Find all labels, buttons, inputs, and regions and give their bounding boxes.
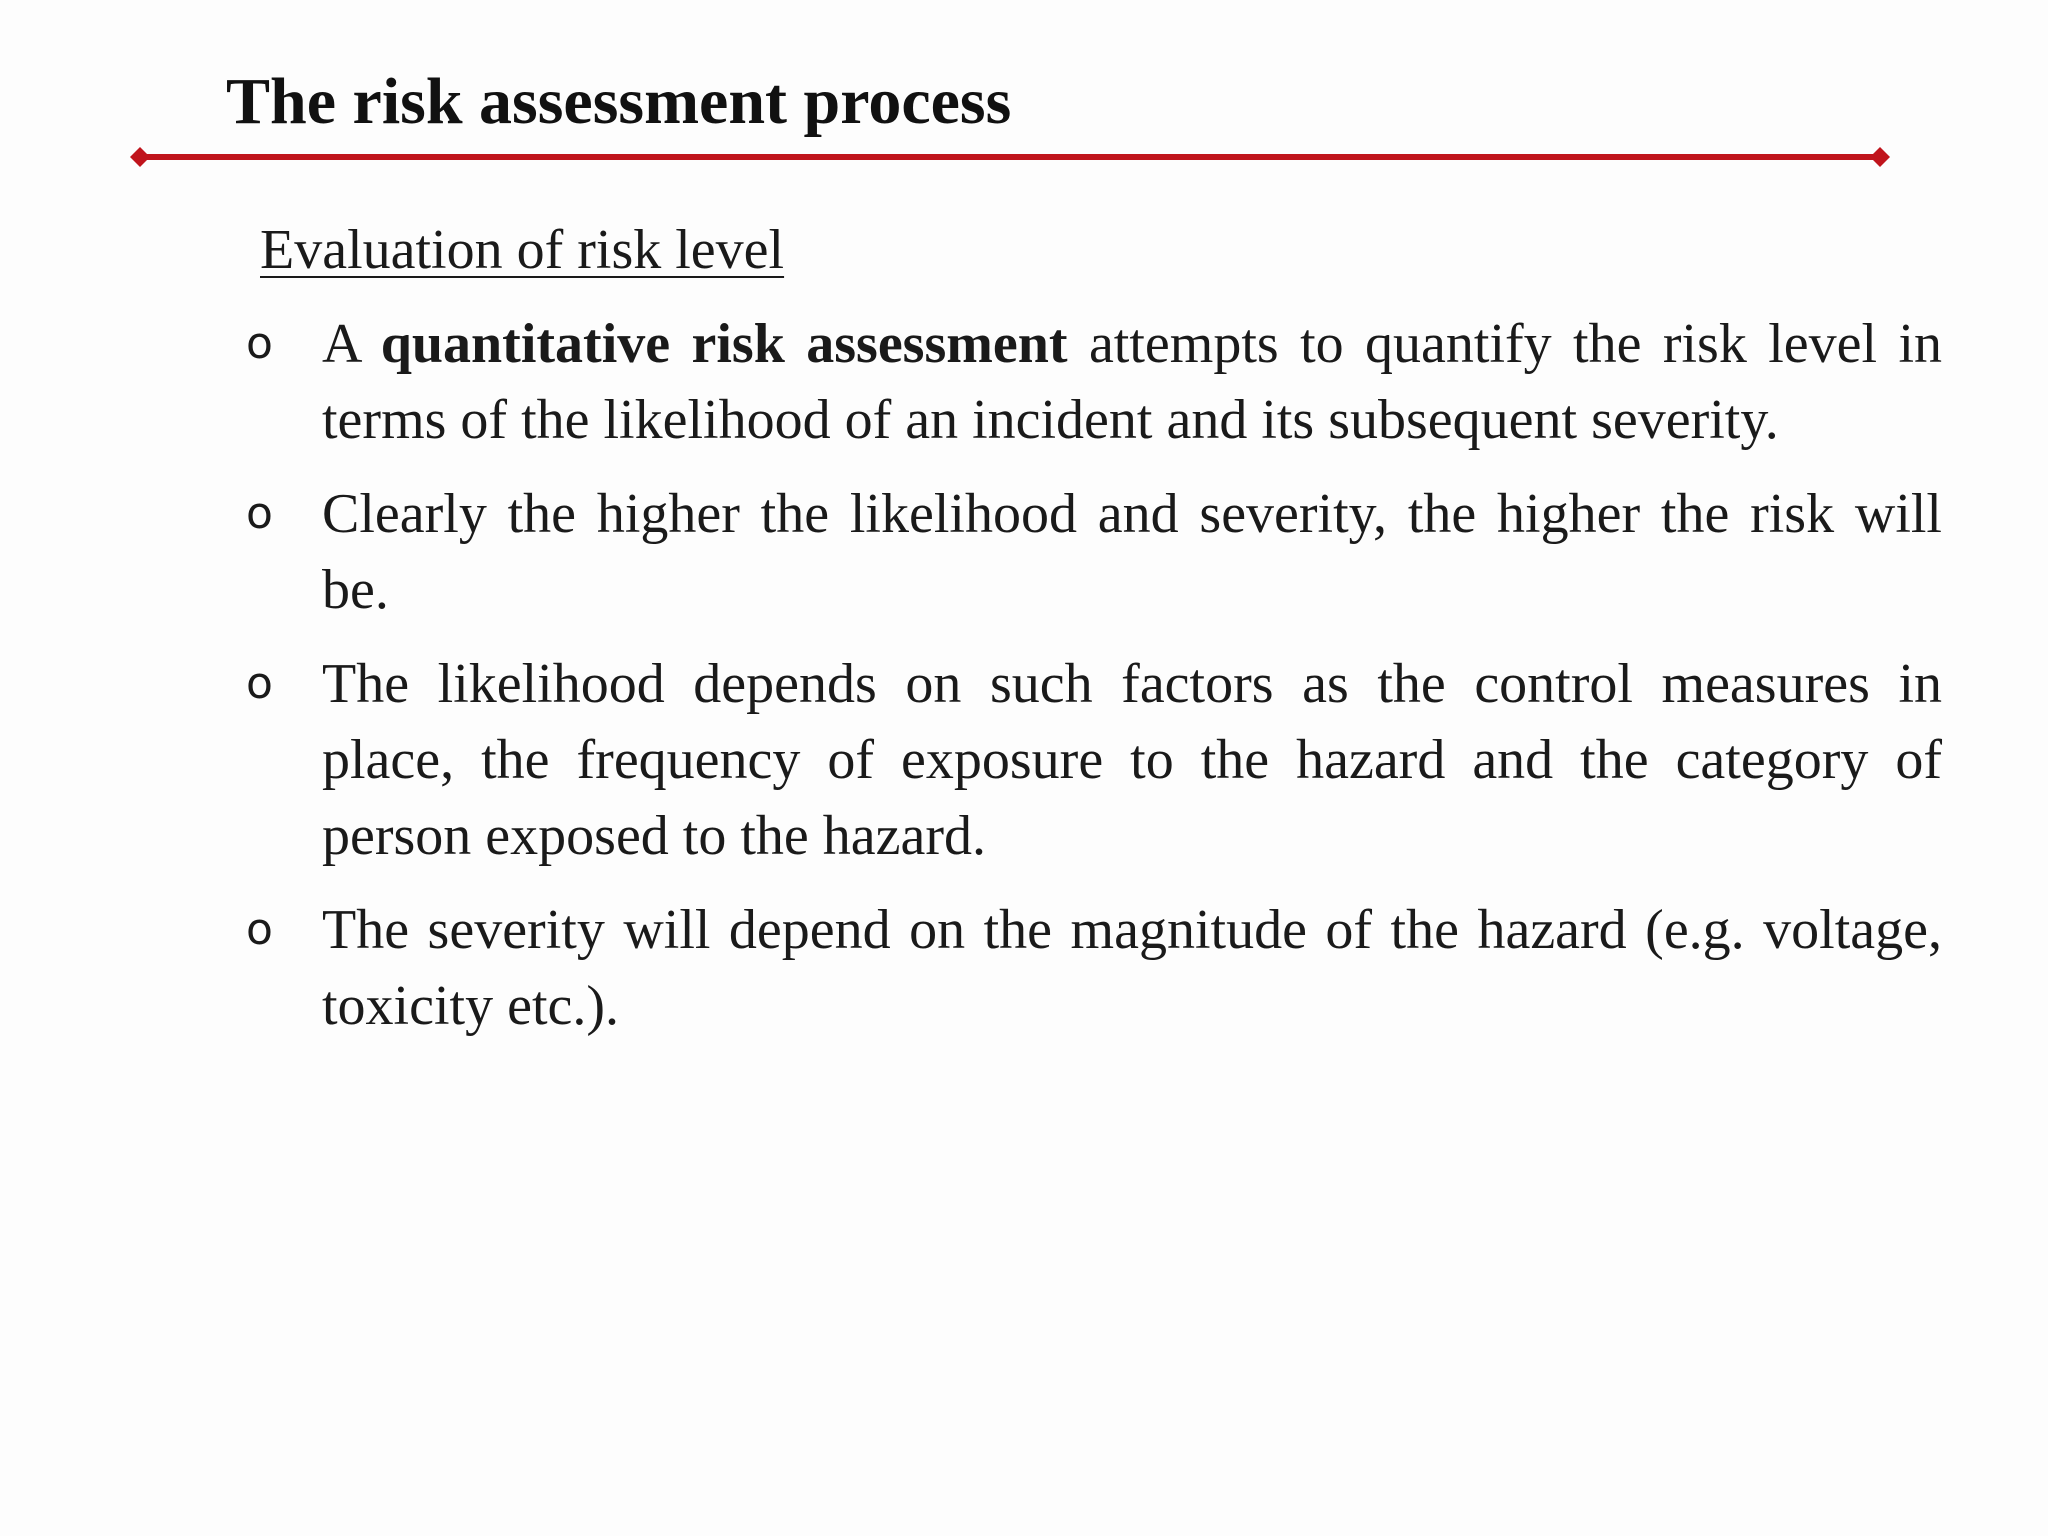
slide-title: The risk assessment process <box>226 65 1012 138</box>
bullet-item <box>246 892 1942 1044</box>
bullet-text: Clearly the higher the likelihood and severity, the higher the risk will be. <box>322 483 1942 621</box>
section-heading: Evaluation of risk level <box>260 219 785 281</box>
title-divider <box>130 142 1890 172</box>
bullet-marker-icon: o <box>246 658 273 709</box>
bullet-item <box>246 306 1942 458</box>
bullet-text-bold: quantitative risk assessment <box>380 313 1068 375</box>
bullet-text-prefix: A <box>322 313 381 375</box>
bullet-item <box>246 476 1942 628</box>
bullet-marker-icon: o <box>246 318 273 369</box>
bullet-marker-icon: o <box>246 488 273 539</box>
bullet-text-suffix: attempts to quantify the risk level in terms of the likelihood of an incident and its subsequent severity. <box>322 313 1943 451</box>
bullet-marker-icon: o <box>246 904 273 955</box>
bullet-list <box>246 306 1942 1062</box>
bullet-text: The severity will depend on the magnitude of the hazard (e.g. voltage, toxicity etc.). <box>322 899 1942 1037</box>
bullet-text: The likelihood depends on such factors as the control measures in place, the frequency of exposure to the hazard and the category of person exposed to the hazard. <box>322 653 1942 867</box>
divider-right-diamond <box>1870 147 1890 167</box>
bullet-item <box>246 646 1942 874</box>
divider-left-diamond <box>130 147 150 167</box>
